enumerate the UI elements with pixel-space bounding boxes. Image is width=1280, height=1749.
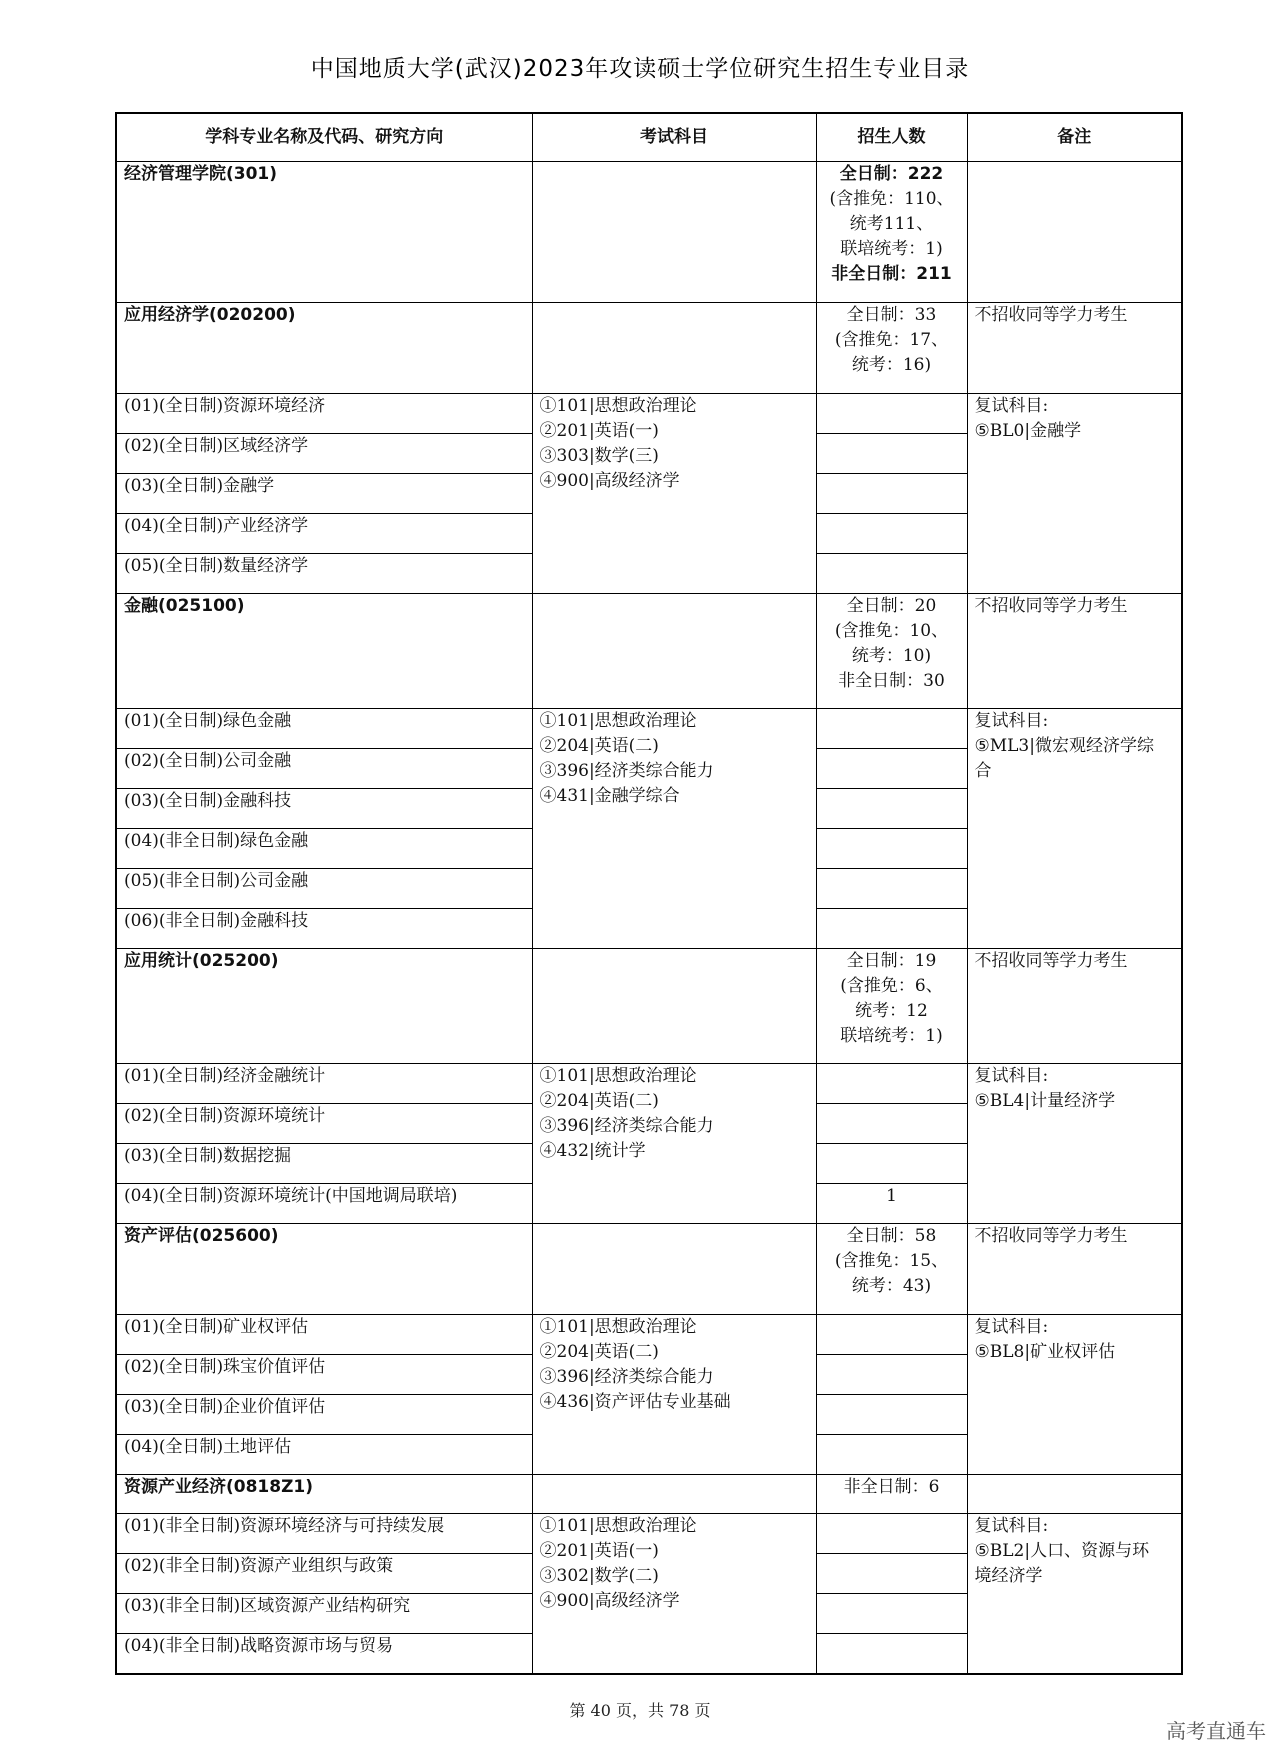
major-count-line: (含推免：15、 (834, 1251, 949, 1271)
major-note: 不招收同等学力考生 (967, 594, 1182, 709)
retest-line: ⑤ML3|微宏观经济学综 (974, 736, 1154, 756)
exam-subject: ①101|思想政治理论 (539, 711, 697, 731)
major-name: 资源产业经济(0818Z1) (116, 1475, 532, 1514)
direction-count (816, 869, 967, 909)
direction-count (816, 1315, 967, 1355)
direction-name: (01)(非全日制)资源环境经济与可持续发展 (116, 1514, 532, 1554)
major-note (967, 1475, 1182, 1514)
direction-count (816, 474, 967, 514)
exam-subject: ①101|思想政治理论 (539, 1066, 697, 1086)
exam-subject: ③396|经济类综合能力 (539, 761, 714, 781)
direction-name: (02)(非全日制)资源产业组织与政策 (116, 1554, 532, 1594)
header-exam: 考试科目 (532, 113, 816, 162)
retest-line: 复试科目: (974, 1066, 1049, 1086)
major-count-line: 非全日制：30 (838, 671, 945, 691)
direction-name: (01)(全日制)矿业权评估 (116, 1315, 532, 1355)
college-name: 经济管理学院(301) (116, 162, 532, 303)
direction-name: (04)(全日制)土地评估 (116, 1435, 532, 1475)
major-count-line: 全日制：19 (846, 951, 937, 971)
header-note: 备注 (967, 113, 1182, 162)
major-count (816, 303, 967, 394)
retest-line: 复试科目: (974, 1317, 1049, 1337)
major-count-line: 全日制：58 (846, 1226, 937, 1246)
retest-line: ⑤BL4|计量经济学 (974, 1091, 1116, 1111)
major-count-line: 全日制：33 (846, 305, 937, 325)
direction-count (816, 1435, 967, 1475)
direction-count (816, 514, 967, 554)
major-count-line: 统考：12 (855, 1001, 928, 1021)
college-count-line: 非全日制：211 (831, 264, 952, 284)
college-count-line: 联培统考：1) (840, 239, 943, 259)
direction-count (816, 394, 967, 434)
exam-subject: ③396|经济类综合能力 (539, 1367, 714, 1387)
direction-count (816, 1104, 967, 1144)
direction-count (816, 1355, 967, 1395)
exam-subject: ②201|英语(一) (539, 421, 659, 441)
major-row (116, 1224, 1182, 1315)
major-note: 不招收同等学力考生 (967, 949, 1182, 1064)
direction-count (816, 554, 967, 594)
retest-line: 复试科目: (974, 711, 1049, 731)
major-exam (532, 949, 816, 1064)
major-count-line: (含推免：10、 (834, 621, 949, 641)
retest-line: ⑤BL2|人口、资源与环 (974, 1541, 1150, 1561)
exam-subjects (532, 394, 816, 594)
direction-name: (02)(全日制)珠宝价值评估 (116, 1355, 532, 1395)
direction-name: (02)(全日制)资源环境统计 (116, 1104, 532, 1144)
header-name: 学科专业名称及代码、研究方向 (116, 113, 532, 162)
exam-subject: ④900|高级经济学 (539, 471, 680, 491)
direction-name: (03)(非全日制)区域资源产业结构研究 (116, 1594, 532, 1634)
major-exam (532, 594, 816, 709)
major-count-line: (含推免：6、 (840, 976, 943, 996)
major-count-line: 全日制：20 (846, 596, 937, 616)
major-count-line: (含推免：17、 (834, 330, 949, 350)
exam-subject: ③396|经济类综合能力 (539, 1116, 714, 1136)
retest-line: 合 (974, 761, 992, 781)
major-row (116, 303, 1182, 394)
exam-subject: ③302|数学(二) (539, 1566, 659, 1586)
major-name: 资产评估(025600) (116, 1224, 532, 1315)
direction-name: (03)(全日制)企业价值评估 (116, 1395, 532, 1435)
direction-count (816, 749, 967, 789)
direction-row (116, 1064, 1182, 1104)
direction-name: (03)(全日制)数据挖掘 (116, 1144, 532, 1184)
header-count: 招生人数 (816, 113, 967, 162)
direction-name: (03)(全日制)金融学 (116, 474, 532, 514)
direction-count (816, 1514, 967, 1554)
direction-name: (04)(非全日制)绿色金融 (116, 829, 532, 869)
direction-name: (02)(全日制)公司金融 (116, 749, 532, 789)
major-row (116, 949, 1182, 1064)
direction-name: (02)(全日制)区域经济学 (116, 434, 532, 474)
direction-name: (03)(全日制)金融科技 (116, 789, 532, 829)
direction-count (816, 1554, 967, 1594)
exam-subject: ④431|金融学综合 (539, 786, 680, 806)
direction-count (816, 434, 967, 474)
page-number: 第 40 页，共 78 页 (569, 1701, 711, 1720)
major-exam (532, 1475, 816, 1514)
header-row (116, 113, 1182, 162)
direction-row (116, 709, 1182, 749)
direction-name: (04)(非全日制)战略资源市场与贸易 (116, 1634, 532, 1675)
direction-row (116, 1514, 1182, 1554)
college-count (816, 162, 967, 303)
retest-line: 复试科目: (974, 396, 1049, 416)
direction-count (816, 1594, 967, 1634)
catalog-table (115, 112, 1183, 1675)
direction-name: (01)(全日制)经济金融统计 (116, 1064, 532, 1104)
direction-count (816, 829, 967, 869)
exam-subject: ④432|统计学 (539, 1141, 646, 1161)
direction-count (816, 1395, 967, 1435)
direction-count (816, 789, 967, 829)
retest-note (967, 1514, 1182, 1675)
retest-line: 复试科目: (974, 1516, 1049, 1536)
exam-subjects (532, 709, 816, 949)
retest-line: ⑤BL0|金融学 (974, 421, 1082, 441)
direction-name: (05)(非全日制)公司金融 (116, 869, 532, 909)
direction-row (116, 1315, 1182, 1355)
major-note: 不招收同等学力考生 (967, 303, 1182, 394)
retest-note (967, 709, 1182, 949)
direction-name: (01)(全日制)绿色金融 (116, 709, 532, 749)
major-count-line: 统考：10) (851, 646, 932, 666)
major-name: 应用统计(025200) (116, 949, 532, 1064)
page-title: 中国地质大学(武汉)2023年攻读硕士学位研究生招生专业目录 (310, 56, 970, 82)
major-row (116, 594, 1182, 709)
direction-name: (06)(非全日制)金融科技 (116, 909, 532, 949)
major-note: 不招收同等学力考生 (967, 1224, 1182, 1315)
college-note (967, 162, 1182, 303)
major-count-line: 统考：16) (851, 355, 932, 375)
college-exam (532, 162, 816, 303)
major-count (816, 949, 967, 1064)
exam-subject: ②204|英语(二) (539, 1342, 659, 1362)
major-count (816, 1475, 967, 1514)
major-count (816, 1224, 967, 1315)
exam-subject: ①101|思想政治理论 (539, 1317, 697, 1337)
direction-name: (01)(全日制)资源环境经济 (116, 394, 532, 434)
retest-note (967, 1315, 1182, 1475)
major-exam (532, 303, 816, 394)
exam-subject: ①101|思想政治理论 (539, 1516, 697, 1536)
watermark: 高考直通车 (1166, 1719, 1266, 1743)
retest-note (967, 394, 1182, 594)
exam-subjects (532, 1064, 816, 1224)
major-count-line: 联培统考：1) (840, 1026, 943, 1046)
direction-count: 1 (816, 1184, 967, 1224)
direction-count (816, 709, 967, 749)
direction-count (816, 909, 967, 949)
college-count-line: 全日制：222 (839, 164, 944, 184)
direction-name: (04)(全日制)产业经济学 (116, 514, 532, 554)
retest-note (967, 1064, 1182, 1224)
exam-subject: ③303|数学(三) (539, 446, 659, 466)
exam-subject: ④900|高级经济学 (539, 1591, 680, 1611)
exam-subjects (532, 1514, 816, 1675)
direction-count (816, 1064, 967, 1104)
major-row (116, 1475, 1182, 1514)
major-exam (532, 1224, 816, 1315)
direction-name: (05)(全日制)数量经济学 (116, 554, 532, 594)
retest-line: 境经济学 (974, 1566, 1043, 1586)
direction-count (816, 1144, 967, 1184)
exam-subject: ④436|资产评估专业基础 (539, 1392, 731, 1412)
college-row (116, 162, 1182, 303)
major-count-line: 统考：43) (851, 1276, 932, 1296)
exam-subjects (532, 1315, 816, 1475)
exam-subject: ①101|思想政治理论 (539, 396, 697, 416)
major-name: 金融(025100) (116, 594, 532, 709)
direction-name: (04)(全日制)资源环境统计(中国地调局联培) (116, 1184, 532, 1224)
exam-subject: ②204|英语(二) (539, 1091, 659, 1111)
major-name: 应用经济学(020200) (116, 303, 532, 394)
college-count-line: 统考111、 (849, 214, 934, 234)
retest-line: ⑤BL8|矿业权评估 (974, 1342, 1116, 1362)
exam-subject: ②201|英语(一) (539, 1541, 659, 1561)
direction-row (116, 394, 1182, 434)
direction-count (816, 1634, 967, 1675)
major-count (816, 594, 967, 709)
exam-subject: ②204|英语(二) (539, 736, 659, 756)
college-count-line: (含推免：110、 (829, 189, 954, 209)
major-count-line: 非全日制：6 (843, 1477, 940, 1497)
